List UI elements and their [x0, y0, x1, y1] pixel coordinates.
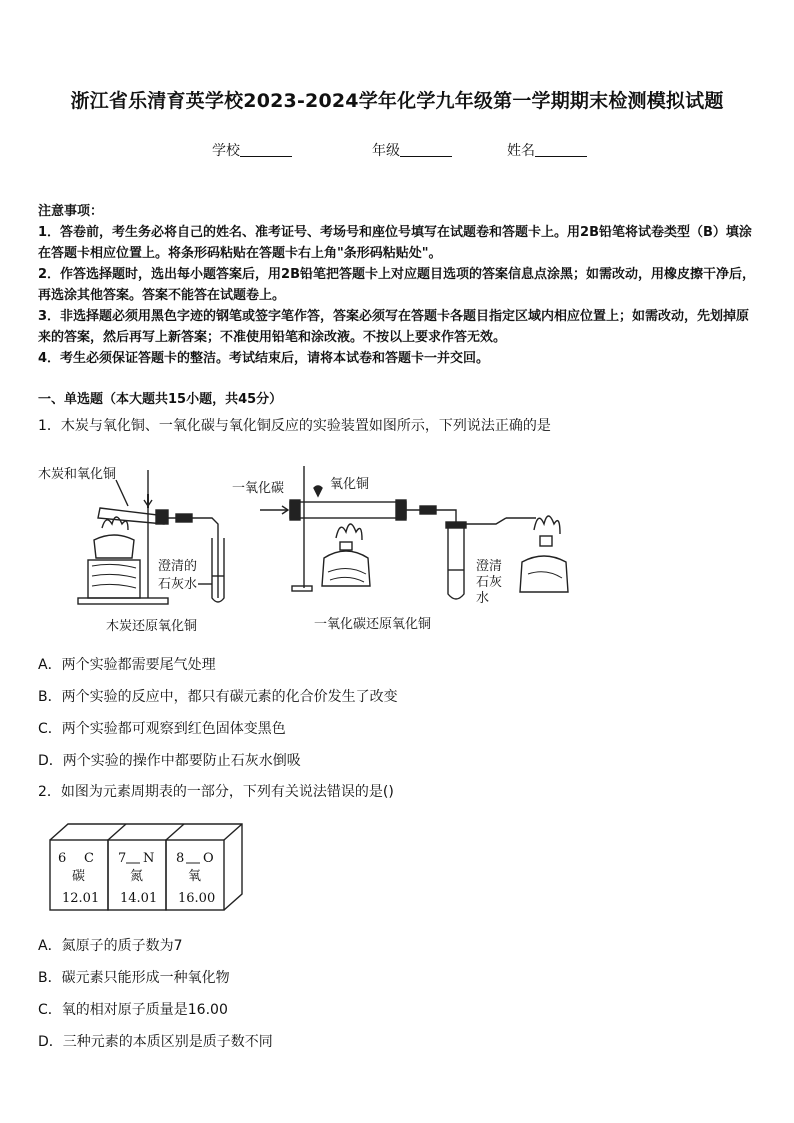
carbon-symbol: C	[84, 851, 94, 866]
school-field	[212, 140, 292, 160]
q1-option-b: B．两个实验的反应中，都只有碳元素的化合价发生了改变	[38, 689, 398, 705]
name-label: 姓名	[507, 143, 535, 159]
label-limewater-2: 石灰水	[158, 577, 198, 592]
school-label: 学校	[212, 143, 240, 159]
label-right-water-2: 石灰	[476, 575, 503, 590]
caption-charcoal-reduction: 木炭还原氧化铜	[106, 619, 198, 634]
oxygen-number: 8	[176, 851, 185, 866]
grade-label: 年级	[372, 143, 400, 159]
q1-option-c: C．两个实验都可观察到红色固体变黑色	[38, 721, 286, 737]
name-blank	[535, 142, 587, 157]
q2-option-d: D．三种元素的本质区别是质子数不同	[38, 1034, 273, 1050]
q2-option-a: A．氮原子的质子数为7	[38, 938, 183, 954]
q2-option-c: C．氧的相对原子质量是16.00	[38, 1002, 228, 1018]
q1-option-a: A．两个实验都需要尾气处理	[38, 657, 216, 673]
label-charcoal-cuo: 木炭和氧化铜	[38, 467, 117, 482]
label-right-water-3: 水	[476, 591, 490, 606]
notes-heading: 注意事项：	[38, 204, 104, 219]
caption-co-reduction: 一氧化碳还原氧化铜	[314, 617, 432, 632]
nitrogen-mass: 14.01	[120, 891, 158, 906]
label-co: 一氧化碳	[232, 481, 285, 496]
school-blank	[240, 142, 292, 157]
q1-option-d: D．两个实验的操作中都要防止石灰水倒吸	[38, 753, 301, 769]
grade-blank	[400, 142, 452, 157]
carbon-number: 6	[58, 851, 67, 866]
grade-field	[372, 140, 452, 160]
right-glass-tube	[290, 502, 406, 518]
right-limewater-tube	[448, 528, 464, 599]
q2-periodic-table-figure	[48, 822, 248, 918]
name-field	[507, 140, 587, 160]
nitrogen-name: 氮	[130, 869, 144, 884]
notes-block	[38, 201, 760, 369]
notes-item: 4．考生必须保证答题卡的整洁。考试结束后，请将本试卷和答题卡一并交回。	[38, 351, 490, 366]
left-stand-base	[78, 598, 168, 604]
q1-apparatus-figure	[36, 458, 596, 638]
left-lamp	[94, 535, 134, 558]
label-cuo: 氧化铜	[330, 477, 370, 492]
notes-item: 3．非选择题必须用黑色字迹的钢笔或签字笔作答，答案必须写在答题卡各题目指定区域内相应位置上；如需改动，先划掉原来的答案，然后再写上新答案；不准使用铅笔和涂改液。不按以上要求作答无效。	[38, 309, 750, 345]
section-heading: 一、单选题（本大题共15小题，共45分）	[38, 392, 283, 407]
nitrogen-symbol: N	[143, 851, 155, 866]
label-right-water-1: 澄清	[476, 559, 503, 574]
notes-item: 2．作答选择题时，选出每小题答案后，用2B铅笔把答题卡上对应题目选项的答案信息点涂黑；如需改动，用橡皮擦干净后，再选涂其他答案。答案不能答在试题卷上。	[38, 267, 756, 303]
oxygen-name: 氧	[188, 869, 202, 884]
right-flame-icon	[336, 524, 362, 540]
tail-burner-lamp	[520, 556, 568, 592]
tail-flame-icon	[534, 516, 560, 534]
label-limewater-1: 澄清的	[158, 559, 198, 574]
oxygen-symbol: O	[203, 851, 214, 866]
carbon-mass: 12.01	[62, 891, 100, 906]
q2-option-b: B．碳元素只能形成一种氧化物	[38, 970, 230, 986]
notes-item: 1．答卷前，考生务必将自己的姓名、准考证号、考场号和座位号填写在试题卷和答题卡上。用2B铅笔将试卷类型（B）填涂在答题卡相应位置上。将条形码粘贴在答题卡右上角"条形码粘贴处"。	[38, 225, 752, 261]
page-title: 浙江省乐清育英学校2023-2024学年化学九年级第一学期期末检测模拟试题	[70, 90, 724, 112]
oxygen-mass: 16.00	[178, 891, 216, 906]
nitrogen-number: 7	[118, 851, 127, 866]
question-1-stem: 1．木炭与氧化铜、一氧化碳与氧化铜反应的实验装置如图所示，下列说法正确的是	[38, 418, 551, 434]
question-2-stem: 2．如图为元素周期表的一部分，下列有关说法错误的是()	[38, 784, 394, 800]
carbon-name: 碳	[72, 869, 86, 884]
